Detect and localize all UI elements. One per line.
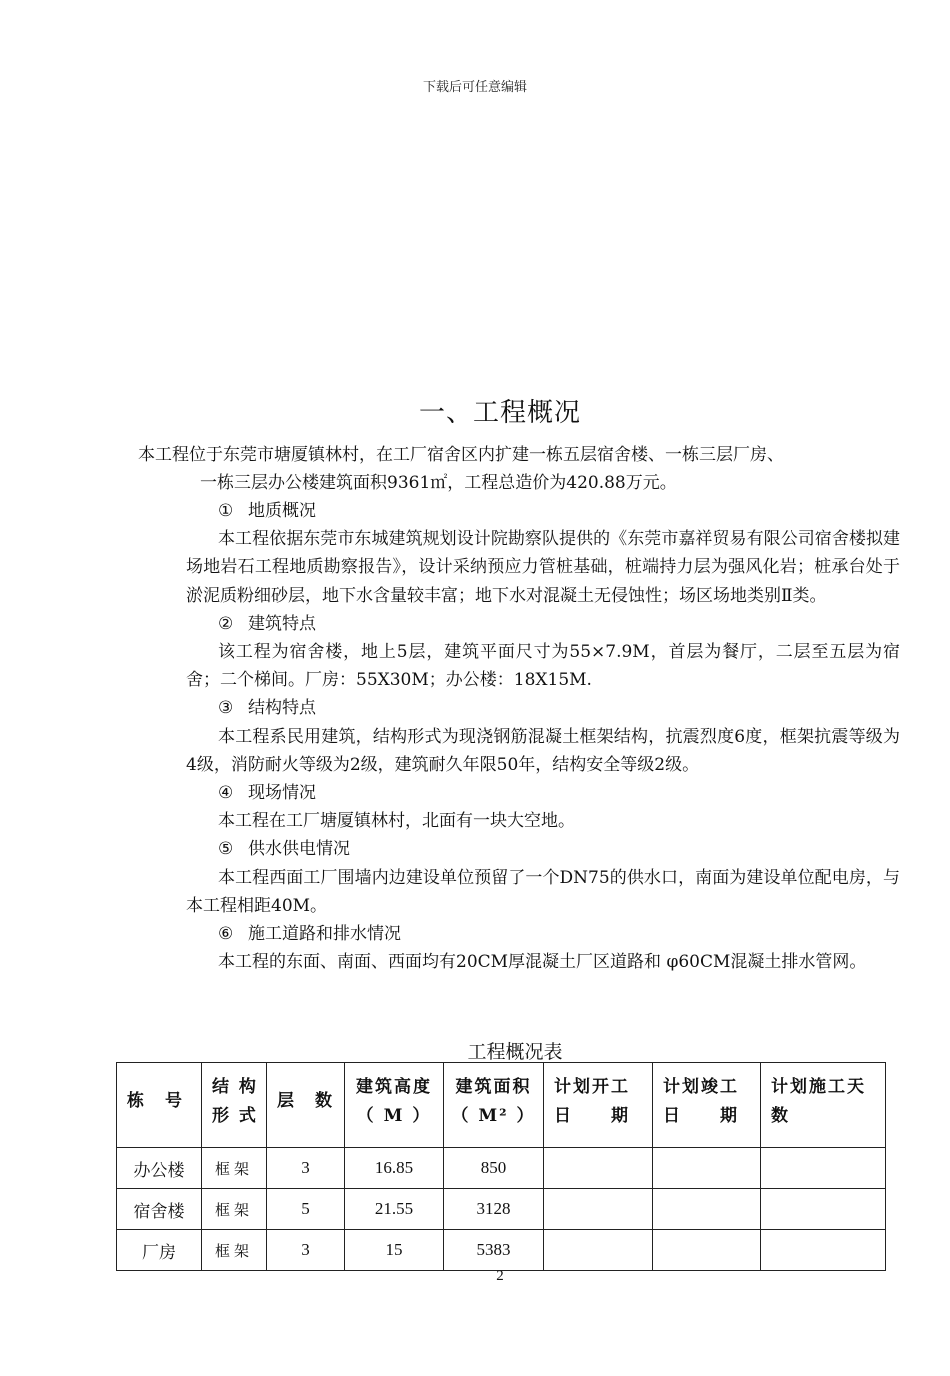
header-end-date [653,1063,761,1148]
section-text-roads: 本工程的东面、南面、西面均有20CM厚混凝土厂区道路和 φ60CM混凝土排水管网。 [218,952,867,973]
header-note: 下载后可任意编辑 [422,80,527,95]
cell-days [761,1230,886,1271]
header-text: （ M ） [356,1106,432,1126]
header-area [444,1063,544,1148]
section-title: 地质概况 [248,501,316,521]
intro-paragraph [138,441,898,497]
table-row [117,1230,886,1271]
cell-end-date [653,1230,761,1271]
header-height [345,1063,444,1148]
section-title: 结构特点 [248,698,316,719]
section-heading-structure [186,694,900,722]
header-text: 栋 号 [127,1091,184,1111]
cell-height: 21.55 [345,1189,444,1230]
header-start-date [544,1063,653,1148]
section-heading-utilities [186,835,900,863]
cell-end-date [653,1148,761,1189]
section-text-architecture: 该工程为宿舍楼，地上5层，建筑平面尺寸为55×7.9M，首层为餐厅，二层至五层为宿舍；二个梯间。厂房：55X30M；办公楼：18X15M. [186,642,900,691]
section-title: 现场情况 [248,783,316,804]
cell-start-date [544,1189,653,1230]
table-row [117,1148,886,1189]
section-text-structure: 本工程系民用建筑，结构形式为现浇钢筋混凝土框架结构，抗震烈度6度，框架抗震等级为4级，消防耐火等级为2级，建筑耐久年限50年，结构安全等级2级。 [186,726,900,775]
section-title: 建筑特点 [248,613,316,634]
table-row [117,1189,886,1230]
project-overview-table [116,1062,886,1271]
page-number: 2 [496,1268,504,1284]
header-building-no [117,1063,202,1148]
intro-line-1: 本工程位于东莞市塘厦镇林村，在工厂宿舍区内扩建一栋五层宿舍楼、一栋三层厂房、 [138,445,784,465]
header-text: 结 构 [212,1077,258,1097]
header-floors [267,1063,345,1148]
section-title: 供水供电情况 [248,839,350,860]
section-heading-roads [186,920,900,948]
page-title: 一、工程概况 [418,398,581,428]
cell-area: 5383 [444,1230,544,1271]
cell-end-date [653,1189,761,1230]
cell-building: 办公楼 [117,1148,202,1189]
cell-days [761,1189,886,1230]
cell-structure: 框架 [202,1230,267,1271]
header-structure [202,1063,267,1148]
cell-floors: 3 [267,1148,345,1189]
header-text: 计划施工天 [771,1077,866,1097]
cell-floors: 3 [267,1230,345,1271]
section-heading-architecture [186,610,900,638]
cell-height: 15 [345,1230,444,1271]
cell-start-date [544,1148,653,1189]
section-number: ④ [218,783,234,804]
section-number: ③ [218,698,234,719]
section-number: ⑥ [218,924,234,945]
cell-structure: 框架 [202,1148,267,1189]
section-heading-site [186,779,900,807]
cell-area: 850 [444,1148,544,1189]
section-heading-geology [186,497,900,525]
section-text-utilities: 本工程西面工厂围墙内边建设单位预留了一个DN75的供水口，南面为建设单位配电房，与本工程相距40M。 [186,867,900,916]
cell-days [761,1148,886,1189]
cell-start-date [544,1230,653,1271]
header-text: 计划竣工 [663,1077,739,1097]
section-text-site: 本工程在工厂塘厦镇林村，北面有一块大空地。 [218,811,575,832]
intro-line-2: 一栋三层办公楼建筑面积9361㎡，工程总造价为420.88万元。 [200,473,677,493]
table-header-row [117,1063,886,1148]
cell-floors: 5 [267,1189,345,1230]
cell-area: 3128 [444,1189,544,1230]
cell-building: 宿舍楼 [117,1189,202,1230]
header-text: 日 期 [554,1106,630,1126]
header-text: 日 期 [663,1106,739,1126]
header-text: 建筑面积 [455,1077,532,1097]
cell-structure: 框架 [202,1189,267,1230]
cell-height: 16.85 [345,1148,444,1189]
section-number: ② [218,613,234,634]
header-text: （ M² ） [451,1106,536,1126]
section-number: ⑤ [218,839,234,860]
header-text: 建筑高度 [356,1077,432,1097]
section-text-geology: 本工程依据东莞市东城建筑规划设计院勘察队提供的《东莞市嘉祥贸易有限公司宿舍楼拟建场地岩石工程地质勘察报告》，设计采纳预应力管桩基础，桩端持力层为强风化岩；桩承台处于淤泥质粉细砂层，地下水含量较丰富；地下水对混凝土无侵蚀性；场区场地类别Ⅱ类。 [186,529,900,606]
cell-building: 厂房 [117,1230,202,1271]
table-title: 工程概况表 [467,1041,563,1063]
section-number: ① [218,501,234,521]
body-sections [186,497,900,976]
header-text: 形 式 [212,1106,258,1126]
header-text: 数 [771,1106,790,1126]
section-title: 施工道路和排水情况 [248,924,401,945]
header-text: 层 数 [277,1091,334,1111]
header-days [761,1063,886,1148]
header-text: 计划开工 [554,1077,630,1097]
